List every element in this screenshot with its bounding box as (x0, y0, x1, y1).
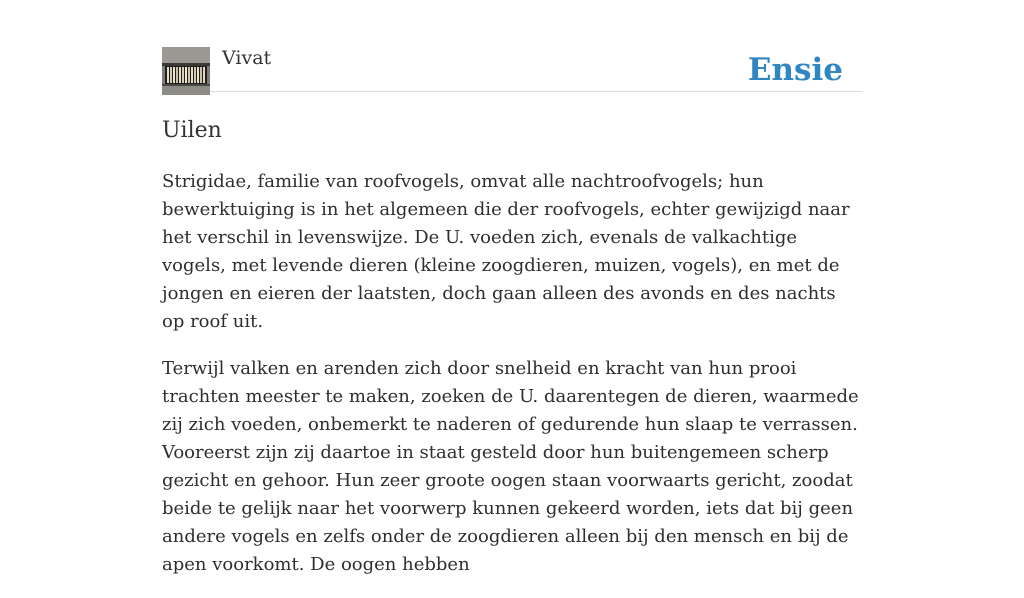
author-avatar[interactable] (162, 47, 210, 95)
article-body (162, 168, 862, 598)
author-name[interactable]: Vivat (222, 47, 272, 69)
paragraph: Terwijl valken en arenden zich door snelheid en kracht van hun prooi trachten meester te maken, zoeken de U. daarentegen de dieren, waarmede zij zich voeden, onbemerkt te naderen of gedurende hun slaap te verrassen. Vooreerst zijn zij daartoe in staat gesteld door hun buitengemeen scherp gezicht en gehoor. Hun zeer groote oogen staan voorwaarts gericht, zoodat beide te gelijk naar het voorwerp kunnen gekeerd worden, iets dat bij geen andere vogels en zelfs onder de zoogdieren alleen bij den mensch en bij de apen voorkomt. De oogen hebben (162, 358, 859, 575)
paragraph: Strigidae, familie van roofvogels, omvat alle nachtroofvogels; hun bewerktuiging is in het algemeen die der roofvogels, echter gewijzigd naar het verschil in levenswijze. De U. voeden zich, evenals de valkachtige vogels, met levende dieren (kleine zoogdieren, muizen, vogels), en met de jongen en eieren der laatsten, doch gaan alleen des avonds en des nachts op roof uit. (162, 171, 850, 332)
article-title: Uilen (162, 118, 222, 143)
bookshelf-avatar-icon (162, 47, 210, 95)
page (162, 0, 862, 575)
brand-logo[interactable]: Ensie (747, 52, 843, 88)
header (162, 0, 862, 92)
